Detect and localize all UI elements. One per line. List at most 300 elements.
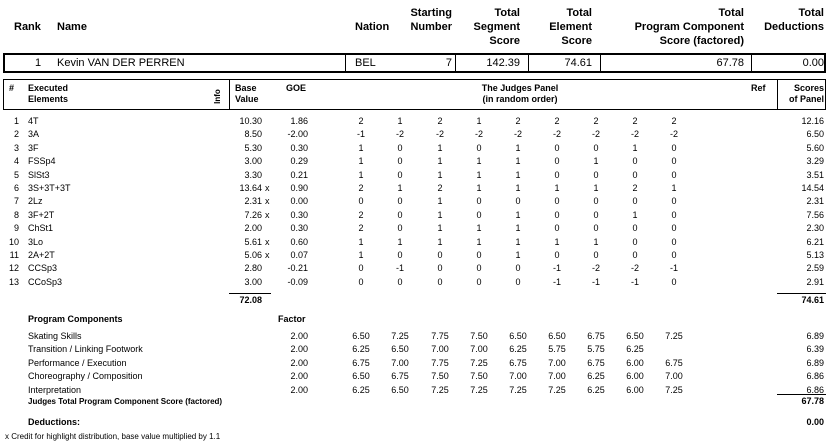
element-base-value: 3.00 <box>244 156 262 167</box>
judge-score: 1 <box>515 223 521 234</box>
judge-score: 0 <box>397 250 403 260</box>
component-row <box>0 384 829 397</box>
judge-score: 2 <box>358 209 364 220</box>
judge-score: 1 <box>593 183 599 193</box>
judge-score: 0 <box>554 142 560 153</box>
col-segment-header <box>474 6 520 48</box>
element-panel-score: 2.30 <box>806 223 824 234</box>
element-name: 2A+2T <box>28 250 55 260</box>
judge-score: 0 <box>358 263 364 274</box>
element-goe: 0.21 <box>290 169 308 180</box>
element-row <box>0 249 829 262</box>
element-name: 3F+2T <box>28 209 55 220</box>
judges-panel-header <box>440 83 600 105</box>
skater-starting-number: 7 <box>445 57 452 69</box>
element-base-value: 5.30 <box>244 142 262 153</box>
judge-score: 1 <box>632 209 638 220</box>
element-goe: -2.00 <box>287 129 308 140</box>
judge-score: 0 <box>397 223 403 234</box>
judge-score: 2 <box>515 116 521 126</box>
element-base-value: 5.06 <box>244 250 262 260</box>
deductions-score: 0.00 <box>806 417 824 427</box>
element-bonus-mark: x <box>265 236 270 247</box>
judge-score: 0 <box>593 196 599 207</box>
component-factor: 2.00 <box>290 384 308 395</box>
judge-score: 0 <box>476 263 482 274</box>
component-panel-score: 6.39 <box>806 344 824 355</box>
component-factor: 2.00 <box>290 357 308 368</box>
judge-mark: 7.25 <box>470 357 488 368</box>
element-name: 4T <box>28 116 39 126</box>
element-goe: 0.60 <box>290 236 308 247</box>
judge-mark: 6.50 <box>509 331 527 341</box>
element-name: SlSt3 <box>28 169 50 180</box>
info-header: Info <box>212 89 222 104</box>
judge-score: 0 <box>515 276 521 287</box>
judge-score: -2 <box>474 129 483 140</box>
judge-score: 0 <box>476 142 482 153</box>
element-number: 5 <box>13 169 19 180</box>
element-goe: 0.90 <box>290 183 308 193</box>
judge-score: 1 <box>593 236 599 247</box>
judge-mark: 6.25 <box>587 371 605 382</box>
segment-label: Segment <box>473 21 520 33</box>
judge-mark: 7.25 <box>391 331 409 341</box>
judge-score: -2 <box>630 263 639 274</box>
judge-score: 0 <box>593 250 599 260</box>
element-row <box>0 142 829 155</box>
judge-score: 2 <box>437 183 443 193</box>
judge-score: 1 <box>632 142 638 153</box>
element-row <box>0 222 829 235</box>
component-factor: 2.00 <box>290 371 308 382</box>
judge-score: -2 <box>630 129 639 140</box>
element-base-value: 3.00 <box>244 276 262 287</box>
judge-score: 0 <box>671 236 677 247</box>
base-value-total: 72.08 <box>239 295 262 305</box>
component-name: Skating Skills <box>28 331 82 341</box>
judge-mark: 6.75 <box>587 331 605 341</box>
element-number: 13 <box>8 276 19 287</box>
judge-score: -1 <box>669 263 678 274</box>
pc-total-label: Judges Total Program Component Score (factored) <box>28 397 223 406</box>
element-row <box>0 195 829 208</box>
judge-score: -2 <box>591 129 600 140</box>
judge-score: -1 <box>630 276 639 287</box>
judge-score: 0 <box>632 169 638 180</box>
judge-score: 0 <box>593 169 599 180</box>
judge-score: 0 <box>671 250 677 260</box>
judge-score: 1 <box>671 183 677 193</box>
judge-score: 0 <box>671 196 677 207</box>
judge-score: 0 <box>397 142 403 153</box>
judge-mark: 7.25 <box>665 331 683 341</box>
judge-score: 0 <box>476 250 482 260</box>
component-name: Performance / Execution <box>28 357 127 368</box>
total-label: Total <box>494 7 520 19</box>
component-row <box>0 370 829 383</box>
judge-score: 0 <box>671 276 677 287</box>
element-name: FSSp4 <box>28 156 56 167</box>
value-label: Value <box>235 94 259 104</box>
judge-score: 0 <box>632 250 638 260</box>
judge-mark: 5.75 <box>548 344 566 355</box>
judge-mark: 6.00 <box>626 357 644 368</box>
element-panel-score: 6.21 <box>806 236 824 247</box>
judge-mark: 6.00 <box>626 384 644 395</box>
judge-score: -2 <box>591 263 600 274</box>
element-goe: 0.30 <box>290 223 308 234</box>
judge-score: 0 <box>632 156 638 167</box>
judge-score: 0 <box>476 196 482 207</box>
element-goe: -0.09 <box>287 276 308 287</box>
judge-score: 1 <box>476 236 482 247</box>
judge-mark: 6.50 <box>548 331 566 341</box>
judge-score: 1 <box>397 116 403 126</box>
judge-mark: 6.25 <box>587 384 605 395</box>
judge-score: 1 <box>437 196 443 207</box>
element-row <box>0 128 829 141</box>
judge-score: 0 <box>632 236 638 247</box>
judge-score: 1 <box>515 142 521 153</box>
footnote: x Credit for highlight distribution, base value multiplied by 1.1 <box>5 432 221 441</box>
component-factor: 2.00 <box>290 344 308 355</box>
element-panel-score: 3.29 <box>806 156 824 167</box>
score-label: Score <box>561 35 592 47</box>
goe-header: GOE <box>286 83 307 93</box>
judge-mark: 6.25 <box>626 344 644 355</box>
judge-score: -2 <box>435 129 444 140</box>
component-panel-score: 6.86 <box>806 371 824 382</box>
judge-score: 0 <box>358 276 364 287</box>
element-number: 8 <box>13 209 19 220</box>
element-goe: 0.07 <box>290 250 308 260</box>
judge-mark: 7.75 <box>431 331 449 341</box>
judge-mark: 6.25 <box>352 384 370 395</box>
judge-score: 0 <box>632 196 638 207</box>
judge-mark: 6.75 <box>352 357 370 368</box>
of-panel-label: of Panel <box>788 94 824 104</box>
component-panel-score: 6.89 <box>806 357 824 368</box>
judge-score: -2 <box>552 129 561 140</box>
judge-score: 1 <box>437 142 443 153</box>
component-row <box>0 343 829 356</box>
judge-score: 0 <box>554 223 560 234</box>
element-base-value: 2.31 <box>244 196 262 207</box>
executed-label: Executed <box>28 83 69 93</box>
judge-mark: 7.25 <box>470 384 488 395</box>
element-panel-score: 6.50 <box>806 129 824 140</box>
element-panel-score: 3.51 <box>806 169 824 180</box>
element-row <box>0 276 829 289</box>
judge-score: 1 <box>358 142 364 153</box>
judge-score: 1 <box>397 183 403 193</box>
judge-score: -2 <box>513 129 522 140</box>
judge-mark: 6.00 <box>626 371 644 382</box>
component-name: Choreography / Composition <box>28 371 143 382</box>
component-panel-score: 6.86 <box>806 384 824 395</box>
element-base-value: 2.80 <box>244 263 262 274</box>
judge-mark: 7.50 <box>470 371 488 382</box>
judge-score: 0 <box>397 209 403 220</box>
judge-mark: 6.50 <box>352 371 370 382</box>
judge-mark: 6.75 <box>391 371 409 382</box>
judge-score: 1 <box>476 183 482 193</box>
element-number: 4 <box>13 156 19 167</box>
judge-score: 0 <box>554 250 560 260</box>
judge-score: 0 <box>437 263 443 274</box>
judge-mark: 7.25 <box>548 384 566 395</box>
judge-mark: 7.75 <box>431 357 449 368</box>
col-name-header: Name <box>57 21 87 33</box>
judge-mark: 7.00 <box>431 344 449 355</box>
element-bonus-mark: x <box>265 183 270 193</box>
random-order-label: (in random order) <box>482 94 558 104</box>
judge-mark: 6.50 <box>626 331 644 341</box>
judge-mark: 5.75 <box>587 344 605 355</box>
judge-mark: 7.00 <box>470 344 488 355</box>
judge-score: 0 <box>593 209 599 220</box>
judge-score: 2 <box>358 116 364 126</box>
element-number: 11 <box>9 250 19 260</box>
judge-score: 0 <box>671 209 677 220</box>
judge-score: 1 <box>476 169 482 180</box>
elements-total-score: 74.61 <box>801 295 824 305</box>
judge-score: 0 <box>515 263 521 274</box>
element-panel-score: 2.59 <box>806 263 824 274</box>
element-number: 10 <box>8 236 19 247</box>
col-nation-header: Nation <box>355 21 390 33</box>
judge-score: 1 <box>437 169 443 180</box>
judge-mark: 6.25 <box>352 344 370 355</box>
judge-score: 0 <box>554 209 560 220</box>
element-bonus-mark: x <box>265 209 270 220</box>
judges-panel-label: The Judges Panel <box>481 83 559 93</box>
element-panel-score: 5.13 <box>806 250 824 260</box>
total-segment-score: 142.39 <box>486 57 520 69</box>
judge-score: 0 <box>397 196 403 207</box>
deductions-label: Deductions <box>764 21 824 33</box>
judge-score: 0 <box>476 276 482 287</box>
ref-header: Ref <box>751 83 766 93</box>
element-goe: 1.86 <box>290 116 308 126</box>
judge-score: 1 <box>515 169 521 180</box>
judge-mark: 7.00 <box>391 357 409 368</box>
judge-score: 1 <box>554 236 560 247</box>
judge-mark: 7.00 <box>509 371 527 382</box>
total-element-score: 74.61 <box>564 57 592 69</box>
judge-score: 2 <box>554 116 560 126</box>
total-pc-score: 67.78 <box>716 57 744 69</box>
element-number: 12 <box>8 263 19 274</box>
element-goe: -0.21 <box>287 263 308 274</box>
judge-score: 1 <box>554 183 560 193</box>
score-label: Score <box>489 35 520 47</box>
judge-score: 1 <box>437 156 443 167</box>
element-panel-score: 7.56 <box>806 209 824 220</box>
skater-name: Kevin VAN DER PERREN <box>57 57 185 69</box>
judge-score: 2 <box>437 116 443 126</box>
component-name: Interpretation <box>28 384 82 395</box>
judge-score: 0 <box>437 250 443 260</box>
judge-mark: 6.50 <box>352 331 370 341</box>
element-row <box>0 209 829 222</box>
judge-score: 1 <box>476 156 482 167</box>
element-panel-score: 14.54 <box>801 183 824 193</box>
judge-score: 0 <box>397 276 403 287</box>
judge-score: -1 <box>395 263 404 274</box>
element-base-value: 3.30 <box>244 169 262 180</box>
total-label: Total <box>798 7 824 19</box>
judge-score: -2 <box>669 129 678 140</box>
judge-score: 2 <box>358 223 364 234</box>
skater-nation: BEL <box>355 57 376 69</box>
judge-mark: 7.50 <box>431 371 449 382</box>
element-number: 3 <box>13 142 19 153</box>
judge-score: 1 <box>515 183 521 193</box>
judge-score: 2 <box>671 116 677 126</box>
element-name: 2Lz <box>28 196 43 207</box>
judge-score: 0 <box>358 196 364 207</box>
element-number: 6 <box>13 183 19 193</box>
judge-mark: 7.25 <box>431 384 449 395</box>
element-name: CCSp3 <box>28 263 58 274</box>
score-factored-label: Score (factored) <box>659 35 744 47</box>
judge-score: -2 <box>395 129 404 140</box>
component-name: Transition / Linking Footwork <box>28 344 143 355</box>
judge-score: 1 <box>476 223 482 234</box>
element-number: 9 <box>13 223 19 234</box>
judge-score: 1 <box>358 250 364 260</box>
judge-score: 1 <box>437 209 443 220</box>
total-label: Total <box>718 7 744 19</box>
number-label: Number <box>410 21 452 33</box>
component-row <box>0 357 829 370</box>
element-label: Element <box>549 21 592 33</box>
element-row <box>0 182 829 195</box>
pc-total-score: 67.78 <box>801 396 824 406</box>
base-value-header <box>235 83 259 105</box>
element-name: 3S+3T+3T <box>28 183 71 193</box>
judge-score: 1 <box>515 209 521 220</box>
judge-score: 1 <box>437 223 443 234</box>
judge-score: 1 <box>593 156 599 167</box>
element-bonus-mark: x <box>265 250 270 260</box>
judge-mark: 7.00 <box>548 371 566 382</box>
judge-mark: 7.50 <box>470 331 488 341</box>
judge-score: 1 <box>476 116 482 126</box>
judge-score: 1 <box>397 236 403 247</box>
program-component-label: Program Component <box>634 21 744 33</box>
judge-score: 1 <box>358 156 364 167</box>
element-goe: 0.30 <box>290 142 308 153</box>
judge-score: 1 <box>358 169 364 180</box>
scores-label: Scores <box>793 83 824 93</box>
total-label: Total <box>566 7 592 19</box>
element-base-value: 5.61 <box>244 236 262 247</box>
col-rank-header: Rank <box>14 21 41 33</box>
judge-mark: 7.25 <box>665 384 683 395</box>
judge-score: 0 <box>671 156 677 167</box>
element-number: 7 <box>13 196 19 207</box>
judge-score: 0 <box>593 223 599 234</box>
judge-mark: 6.75 <box>587 357 605 368</box>
judge-mark: 7.00 <box>548 357 566 368</box>
judge-score: -1 <box>552 263 561 274</box>
judge-mark: 7.25 <box>509 384 527 395</box>
judge-score: 0 <box>397 156 403 167</box>
element-row <box>0 169 829 182</box>
judge-score: 1 <box>515 250 521 260</box>
judge-mark: 6.75 <box>509 357 527 368</box>
element-base-value: 8.50 <box>244 129 262 140</box>
judge-score: 0 <box>671 223 677 234</box>
element-panel-score: 2.31 <box>806 196 824 207</box>
judge-score: 1 <box>515 236 521 247</box>
pc-title: Program Components <box>28 314 123 324</box>
judge-mark: 7.00 <box>665 371 683 382</box>
judge-mark: 6.75 <box>665 357 683 368</box>
scores-of-panel-header <box>789 83 824 105</box>
judge-score: 0 <box>593 142 599 153</box>
judge-mark: 6.50 <box>391 384 409 395</box>
element-goe: 0.30 <box>290 209 308 220</box>
judge-mark: 6.25 <box>509 344 527 355</box>
judge-score: -1 <box>552 276 561 287</box>
elements-header-box <box>3 79 826 110</box>
skater-rank: 1 <box>35 57 42 69</box>
elements-label: Elements <box>28 94 69 104</box>
element-base-value: 7.26 <box>244 209 262 220</box>
judge-score: 2 <box>632 116 638 126</box>
judge-score: 2 <box>593 116 599 126</box>
element-panel-score: 2.91 <box>806 276 824 287</box>
judge-score: -1 <box>356 129 365 140</box>
element-row <box>0 115 829 128</box>
judge-score: 0 <box>554 169 560 180</box>
judge-score: 2 <box>632 183 638 193</box>
element-panel-score: 5.60 <box>806 142 824 153</box>
element-panel-score: 12.16 <box>801 116 824 126</box>
component-factor: 2.00 <box>290 331 308 341</box>
element-name: 3Lo <box>28 236 44 247</box>
col-element-header <box>549 6 592 48</box>
deductions-title: Deductions: <box>28 417 81 427</box>
pc-factor-header: Factor <box>278 314 306 324</box>
judge-score: -1 <box>591 276 600 287</box>
element-name: CCoSp3 <box>28 276 63 287</box>
total-deductions: 0.00 <box>802 57 824 69</box>
element-number: 2 <box>13 129 19 140</box>
executed-elements-header <box>28 83 68 105</box>
judge-score: 1 <box>358 236 364 247</box>
col-starting-header <box>410 6 452 34</box>
col-pc-header <box>635 6 744 48</box>
judge-score: 0 <box>476 209 482 220</box>
judge-score: 0 <box>671 142 677 153</box>
component-panel-score: 6.89 <box>806 331 824 341</box>
component-row <box>0 330 829 343</box>
element-row <box>0 236 829 249</box>
judge-score: 1 <box>437 236 443 247</box>
element-name: 3A <box>28 129 40 140</box>
judge-score: 0 <box>554 156 560 167</box>
starting-label: Starting <box>410 7 452 19</box>
judge-score: 0 <box>437 276 443 287</box>
element-goe: 0.00 <box>290 196 308 207</box>
judge-score: 0 <box>632 223 638 234</box>
element-base-value: 2.00 <box>244 223 262 234</box>
